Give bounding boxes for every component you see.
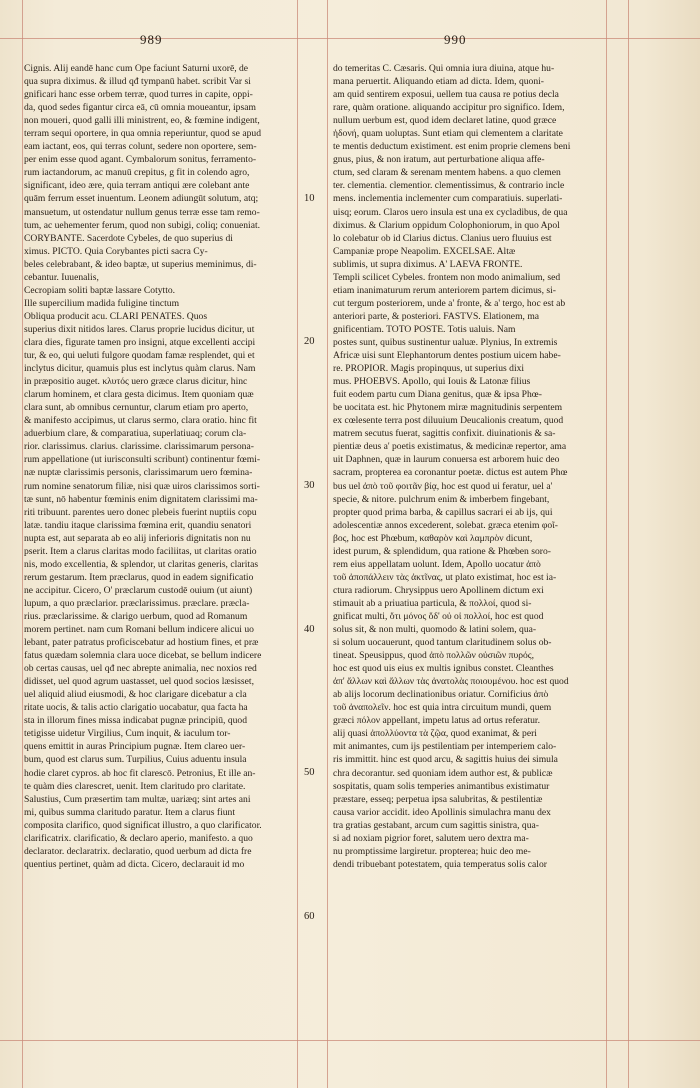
text-line: do temeritas C. Cæsaris. Qui omnia iura diuina, atque hu-: [333, 63, 555, 74]
text-line: non moueri, quod galli illi ministrent, eo, & fœmine indigent,: [24, 115, 260, 127]
text-line: declarator. declaratrix. declaratio, quod uerbum ad dicta fre: [24, 845, 252, 857]
text-line: mansuetum, ut ostendatur nullum genus terræ esse tam remo-: [24, 206, 260, 218]
text-line: si solum uocauerunt, quod tantum claritudinem solus ob-: [333, 637, 552, 649]
text-line: rum nomine senatorum filiæ, nisi quæ uiros clarissimos sorti-: [24, 480, 260, 492]
text-line: clarificatrix. clarificatio, & declaro aperio, manifesto. a quo: [24, 832, 253, 844]
text-line: τοῦ ἀναπολεῖν. hoc est quia intra circuitum mundi, quem: [333, 702, 552, 714]
text-line: composita clarifico, quod significat illustro, a quo clarificator.: [24, 819, 262, 831]
line-number: 30: [304, 480, 315, 491]
text-line: stimauit ab a priuatiua particula, & πολλοί, quod si-: [333, 597, 532, 609]
top-rule: [0, 38, 700, 39]
text-line: eam iactant, eos, qui terras colunt, sedere non oportere, sem-: [24, 141, 257, 153]
text-line: pserit. Item a clarus claritas modo faciliitas, ut claritas oratio: [24, 545, 257, 557]
text-line: Salustius, Cum præsertim tam multæ, uariæq; sint artes ani: [24, 793, 251, 805]
text-line: sta in illorum fines missa indicabat pugnæ principiū, quod: [24, 715, 248, 727]
text-line: CORYBANTE. Sacerdote Cybeles, de quo superius di: [24, 232, 233, 244]
text-line: quens emittit in auras Principium pugnæ. Item clareo uer-: [24, 741, 246, 753]
text-line: lupum, a quo præclarior. præclarissimus. præclare. præcla-: [24, 597, 250, 609]
text-line: tetigisse uidetur Virgilius, Cum inquit, & iaculum tor-: [24, 728, 231, 740]
text-line: mi, quibus summa claritudo paratur. Item a clarus fiunt: [24, 806, 236, 818]
text-line: clara dies, figurate tamen pro insigni, atque excellenti accipi: [24, 336, 256, 348]
text-line: aduerbium clare, & comparatiua, superlatiuaq; corum cla-: [24, 428, 247, 440]
text-line: tur, & eo, qui ueluti fulgore quodam famæ resplendet, qui et: [24, 350, 255, 362]
text-line: ἀπ' ἄλλων καὶ ἄλλων τὰς ἀνατολὰς ποιουμένου. hoc est quod: [333, 676, 569, 688]
text-line: Cecropiam soliti baptæ lassare Cotytto.: [24, 284, 176, 296]
text-line: præstare, esseq; perpetua ipsa salubritas, & pestilentiæ: [333, 793, 543, 805]
text-line: ctura radiorum. Chrysippus uero Apollinem dictum exi: [333, 584, 544, 596]
text-line: nis, modo excellentia, & splendor, ut claritas generis, claritas: [24, 558, 259, 570]
text-line: causa varior accidit. ideo Apollinis simulachra manu dex: [333, 806, 551, 818]
text-line: mens. inclementia inclementer cum comparatiuis. superlati-: [333, 193, 563, 205]
text-line: nupta est, aut separata ab eo alij inferioris dignitatis non nu: [24, 532, 251, 544]
text-line: idest purum, & splendidum, qua ratione & Phœben soro-: [333, 545, 551, 557]
text-line: gnificentiam. TOTO POSTE. Totis ualuis. Nam: [333, 323, 516, 335]
text-line: diximus. & Clarium oppidum Colophoniorum, in quo Apol: [333, 219, 560, 231]
text-line: tra gratias gestabant, arcum cum sagittis sinistra, qua-: [333, 819, 539, 831]
text-line: fatus quædam solemnia clara uoce dicebat, se bellum indicere: [24, 650, 262, 662]
text-line: am quid sentirem exposui, uellem tua causa re potius decla: [333, 89, 559, 101]
text-line: morem pertinet. nam cum Romani bellum indicere alicui uo: [24, 624, 254, 636]
text-line: Ille supercilium madida fuligine tinctum: [24, 297, 180, 309]
text-line: ab alijs locorum declinationibus oriatur. Cornificius ἀπὸ: [333, 689, 549, 701]
text-line: ex cœlesente terra post diluuium Deucalionis creatum, quod: [333, 415, 564, 427]
text-line: specie, & nitore. pulchrum enim & imberbem fingebant,: [333, 493, 550, 505]
text-line: postes sunt, quibus sustinentur ualuæ. Plynius, In extremis: [333, 336, 558, 348]
text-line: tum, ac uehementer ferum, quod non subigi, coliq; conueniat.: [24, 219, 261, 231]
text-line: significant, ideo ære, quia terram antiqui ære colebant ante: [24, 180, 250, 192]
text-line: riti tribuunt. parentes uero donec plebeis fuerint nuptiis copu: [24, 506, 257, 518]
text-line: rem eius appellatam uolunt. Idem, Apollo uocatur ἀπὸ: [333, 558, 541, 570]
text-line: dendi tribuebant potestatem, quia temperatus solis calor: [333, 858, 547, 870]
text-line: & manifesto accipimus, ut clarus sermo, clara oratio. hinc fit: [24, 415, 257, 427]
text-line: beles celebrabant, & ideo baptæ, ut superius meminimus, di-: [24, 258, 257, 270]
text-line: mus. PHOEBVS. Apollo, qui Iouis & Latonæ filius: [333, 376, 531, 388]
text-line: Obliqua producit acu. CLARI PENATES. Quos: [24, 310, 208, 322]
text-line: propter quod prima barba, & capillus sacrari ei ab ijs, qui: [333, 506, 553, 518]
text-line: næ nuptæ clarissimis personis, clarissimarum uero fœmina-: [24, 467, 253, 479]
text-line: ne accipitur. Cicero, O' præclarum custodē ouium (ut aiunt): [24, 584, 253, 596]
text-line: clara sunt, ab omnibus cernuntur, clarum etiam pro aperto,: [24, 402, 249, 414]
text-line: da, quod sedes figantur circa eā, cū omnia moueantur, ipsam: [24, 102, 256, 114]
text-line: solus sit, & non multi, quomodo & latini solem, qua-: [333, 624, 537, 636]
text-line: anteriori parte, & posteriori. FASTVS. Elationem, ma: [333, 310, 540, 322]
text-line: re. PROPIOR. Magis propinquus, ut superius dixi: [333, 363, 525, 375]
text-line: ris immittit. hinc est quod arcu, & sagittis huius dei simula: [333, 754, 558, 766]
text-line: Templi scilicet Cybeles. frontem non modo animalium, sed: [333, 271, 561, 283]
text-line: ob certas causas, uel qđ nec abrepte animalia, nec noxios red: [24, 663, 257, 675]
text-line: lo colebatur ob id Clarius dictus. Clanius uero fluuius est: [333, 232, 552, 244]
text-line: bus uel ἀπὸ τοῦ φοιτᾶν βίᾳ, hoc est quod ui feratur, uel a': [333, 480, 553, 492]
text-line: clarum hominem, et clara gesta dicimus. Item quoniam quæ: [24, 389, 254, 401]
text-line: didisset, uel quod agrum uastasset, uel quod socios læsisset,: [24, 676, 254, 688]
line-number: 10: [304, 193, 315, 204]
left-margin-rule: [22, 0, 23, 1088]
text-line: inclytus dicitur, quamuis plus est inclytus quàm clarus. Nam: [24, 363, 256, 375]
text-line: si ad noxiam pigrior foret, salutem uero dextra ma-: [333, 832, 529, 844]
text-line: fuit eodem partu cum Diana genitus, quæ & ipsa Phœ-: [333, 389, 542, 401]
text-line: adolescentiæ annos excederent, solebat. græca etenim φοῖ-: [333, 519, 558, 531]
line-number: 50: [304, 767, 315, 778]
text-line: βος, hoc est Phœbum, καθαρὸν καὶ λαμπρὸν dicunt,: [333, 532, 533, 544]
text-line: rare, quàm oratione. aliquando accipitur pro significo. Idem,: [333, 102, 565, 114]
text-line: qua supra diximus. & illud qđ tympanū habet. scribit Var si: [24, 76, 251, 88]
text-line: uit Daphnen, quæ in laurum conuersa est arborem huic deo: [333, 454, 560, 466]
line-number: 60: [304, 911, 315, 922]
text-line: ximus. PICTO. Quia Corybantes picti sacra Cy-: [24, 245, 208, 257]
text-line: uisq; eorum. Claros uero insula est una ex cycladibus, de qua: [333, 206, 568, 218]
left-text-column: [24, 62, 324, 871]
text-line: quām ferrum esset inuentum. Leonem adiungūt solutum, atq;: [24, 193, 259, 205]
text-line: sacram, propterea ea coronantur poetæ. dictus est autem Phœ: [333, 467, 568, 479]
text-line: uel aliquid aliud eiusmodi, & hoc clarigare dicebatur a cla: [24, 689, 247, 701]
right-margin-rule-inner: [606, 0, 607, 1088]
text-line: latæ. tandiu itaque clarissima fœmina erit, quandiu senatori: [24, 519, 252, 531]
text-line: per enim esse quod agant. Cymbalorum sonitus, ferramento-: [24, 154, 257, 166]
text-line: cebantur. Iuuenalis,: [24, 271, 99, 283]
text-line: lebant, pater patratus proficiscebatur ad hostium fines, et præ: [24, 637, 259, 649]
right-text-column: [333, 62, 606, 871]
text-line: nu promptissime largiretur. propterea; huic deo me-: [333, 845, 531, 857]
text-line: gnus, pius, & non iratum, aut perturbatione aliqua affe-: [333, 154, 545, 166]
bottom-rule: [0, 1040, 700, 1041]
text-line: chra decorantur. sed quoniam idem author est, & publicæ: [333, 767, 553, 779]
text-line: ter. clementia. clementior. clementissimus, & contrario incle: [333, 180, 565, 192]
page-number-right: 990: [444, 32, 467, 47]
text-line: rum appellatione (ut iurisconsulti scribunt) continentur fœmi-: [24, 454, 261, 466]
text-line: matrem secutus fuerat, sagittis confixit. diuinationis & sa-: [333, 428, 556, 440]
text-line: sublimis, ut supra diximus. A' LAEVA FRONTE.: [333, 258, 523, 270]
text-line: ctum, sed claram & serenam mentem habens. a quo clemen: [333, 167, 561, 179]
text-line: te mentis deductum existiment. est enim proprie clemens beni: [333, 141, 571, 153]
text-line: rum iactandorum, ac manuū crepitus, g fit in colendo agro,: [24, 167, 250, 179]
text-line: nullum uerbum est, quod idem declaret latine, quod græce: [333, 115, 557, 127]
text-line: gnificat multi, ὅτι μόνος ὅδ' οὐ οἱ πολλοί, hoc est quod: [333, 610, 544, 622]
page-number-left: 989: [140, 32, 163, 47]
text-line: Africæ uisi sunt Elephantorum dentes postium uicem habe-: [333, 350, 561, 362]
line-number: 40: [304, 624, 315, 635]
text-line: hodie claret cypros. ab hoc fit clarescō. Petronius, Et ille an-: [24, 767, 256, 779]
text-line: pientiæ deus a' poetis existimatus, & medicinæ repertor, ama: [333, 441, 567, 453]
text-line: ἡδονή, quam uoluptas. Sunt etiam qui clementem a claritate: [333, 128, 563, 140]
text-line: cut tergum posteriorem, unde a' fronte, & a' tergo, hoc est ab: [333, 297, 566, 309]
text-line: in præpositio auget. κλυτός uero græce clarus dicitur, hinc: [24, 376, 248, 388]
text-line: quentius pertinet, quàm ad dicta. Cicero, declarauit id mo: [24, 858, 245, 870]
text-line: tineat. Speusippus, quod ἀπὸ πολλῶν οὐσιῶν πυρός,: [333, 650, 534, 662]
text-line: rior. clarissimus. clarius. clarissime. clarissimarum persona-: [24, 441, 254, 453]
text-line: Campaniæ prope Neapolim. EXCELSAE. Altæ: [333, 245, 516, 257]
text-line: τοῦ ἀποπάλλειν τὰς ἀκτῖνας, ut plato existimat, hoc est ia-: [333, 571, 557, 583]
text-line: tæ sunt, nō habentur fœminis enim dignitatem clarissimi ma-: [24, 493, 258, 505]
text-line: mit animantes, cum ijs pestilentiam per intemperiem calo-: [333, 741, 557, 753]
text-line: superius dixit nitidos lares. Clarus proprie lucidus dicitur, ut: [24, 323, 255, 335]
text-line: terram sequi oportere, in qua omnia reperiuntur, quod se apud: [24, 128, 261, 140]
right-margin-rule-outer: [628, 0, 629, 1088]
text-line: be uocitata est. hic Phytonem miræ magnitudinis serpentem: [333, 402, 563, 414]
text-line: etiam inanimaturum rerum anteriorem partem dicimus, si-: [333, 284, 556, 296]
text-line: ritate uocis, & talis actio clarigatio uocabatur, qua facta ha: [24, 702, 248, 714]
text-line: mana peruertit. Aliquando etiam ad dicta. Idem, quoni-: [333, 76, 544, 88]
line-number: 20: [304, 336, 315, 347]
text-line: hoc est quod uis eius ex multis ignibus constet. Cleanthes: [333, 663, 554, 675]
text-line: sospitatis, quam solis temperies animantibus existimatur: [333, 780, 550, 792]
text-line: Cignis. Alij eandē hanc cum Ope faciunt Saturni uxorē, de: [24, 63, 249, 74]
text-line: rius. præclarissime. & clarigo uerbum, quod ad Romanum: [24, 610, 248, 622]
text-line: te quàm dies clarescret, uenit. Item claritudo pro claritate.: [24, 780, 246, 792]
text-line: alij quasi ἀπολλύοντα τὰ ζῷα, quod exanimat, & peri: [333, 728, 537, 740]
gutter-rule-right: [327, 0, 328, 1088]
text-line: bum, quod est clarus sum. Turpilius, Cuius aduentu insula: [24, 754, 247, 766]
text-line: græci πόλον appellant, impetu latus ad ortus referatur.: [333, 715, 540, 727]
text-line: gnificari hanc esse orbem terræ, quod turres in capite, oppi-: [24, 89, 253, 101]
text-line: rerum gestarum. Item præclarus, quod in eadem significatio: [24, 571, 254, 583]
